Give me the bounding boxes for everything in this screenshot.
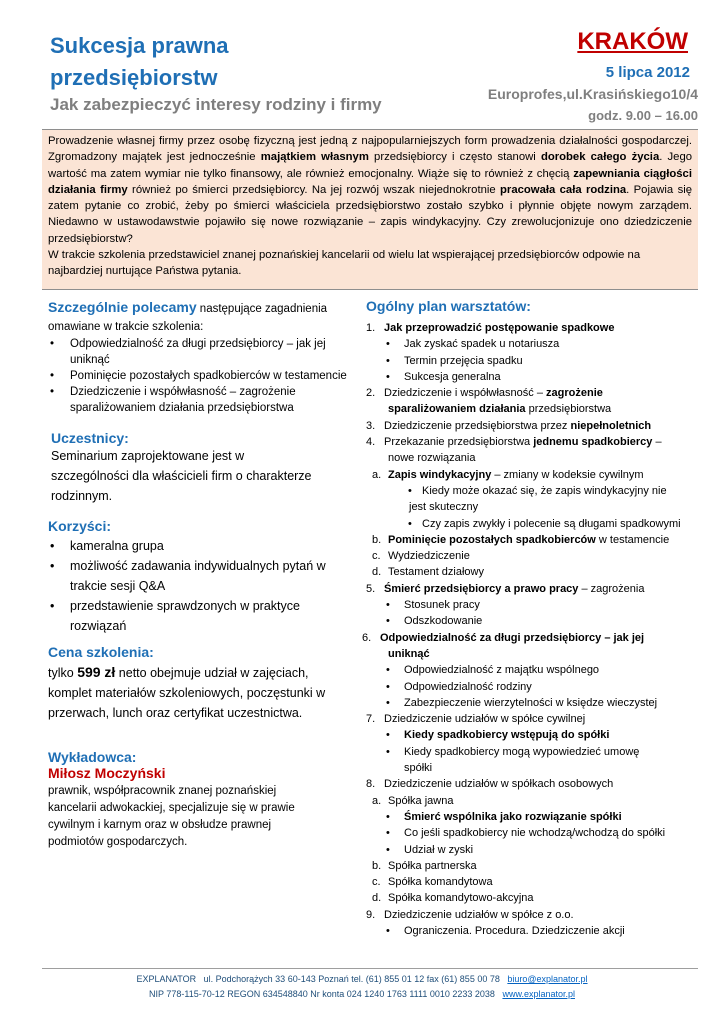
plan-item-marker: 5. [366,582,376,595]
right-column [362,298,702,939]
plan-item-marker: • [386,370,390,383]
event-city: KRAKÓW [577,28,688,55]
plan-item-text: Śmierć wspólnika jako rozwiązanie spółki [404,810,622,823]
plan-item-text: Termin przejęcia spadku [404,354,523,367]
recommend-list [48,336,348,416]
list-item: • przedstawienie sprawdzonych w praktyce rozwiązań [48,596,348,636]
plan-item-text: Wydziedziczenie [388,550,470,563]
plan-item [362,890,702,906]
title-line-1: Sukcesja prawna [50,33,229,58]
plan-item-marker: 2. [366,387,376,400]
list-item: • Dziedziczenie i współwłasność – zagrożenie sparaliżowaniem działania przedsiębiorstwa [48,384,348,416]
plan-item [362,418,702,434]
plan-item-marker: • [386,354,390,367]
document-subtitle: Jak zabezpieczyć interesy rodziny i firmy [50,95,382,114]
title-line-2: przedsiębiorstw [50,65,218,90]
plan-item-text: Spółka komandytowa [388,876,493,889]
plan-list [362,320,702,939]
plan-item-text: Kiedy może okazać się, że zapis windykacyjny nie [422,484,667,497]
price-suffix: netto obejmuje udział w zajęciach, komplet materiałów szkoleniowych, poczęstunki w przerwach, lunch oraz certyfikat uczestnictwa. [48,666,326,720]
footer-company: EXPLANATOR [136,974,197,984]
plan-item-text: nowe rozwiązania [388,452,476,465]
plan-item-marker: 7. [366,713,376,726]
plan-item-text: Odszkodowanie [404,615,483,628]
participants-text: Seminarium zaprojektowane jest w szczególności dla właścicieli firm o charakterze rodzinnym. [51,449,312,503]
plan-item [362,532,702,548]
plan-item-text: – zagrożenia [578,582,645,595]
plan-item-text: Udział w zyski [404,843,474,856]
plan-item [362,548,702,564]
intro-bold: pracowała cała rodzina [500,183,627,196]
plan-item [362,727,702,743]
header [0,0,724,128]
list-item: • kameralna grupa [48,536,348,556]
price-heading: Cena szkolenia: [48,644,154,660]
plan-item-text: Spółka komandytowo-akcyjna [388,892,534,905]
plan-item-marker: • [386,729,390,742]
plan-item [362,401,702,417]
recommend-intro: następujące zagadnienia omawiane w trakcie szkolenia: [48,303,328,333]
plan-item-marker: 3. [366,419,376,432]
participants-section [48,430,348,506]
plan-item-text: Jak przeprowadzić postępowanie spadkowe [384,322,615,334]
plan-item-marker: d. [372,566,382,579]
plan-item-marker: • [386,599,390,612]
plan-item [362,336,702,352]
plan-item-marker: • [386,827,390,840]
plan-item-text: Odpowiedzialność rodziny [404,680,532,693]
plan-item-marker: 1. [366,322,376,334]
footer-website-link[interactable]: www.explanator.pl [502,989,575,999]
plan-item-marker: • [386,680,390,693]
plan-item [362,320,702,336]
plan-item-text: Zabezpieczenie wierzytelności w księdze wieczystej [404,696,658,709]
plan-item-marker: • [386,338,390,351]
price-section [48,644,348,723]
plan-item-text: Testament działowy [388,566,484,579]
event-hours: godz. 9.00 – 16.00 [588,108,698,123]
plan-item-text: Ograniczenia. Procedura. Dziedziczenie akcji [404,924,625,937]
benefits-list [48,536,348,636]
plan-item [362,695,702,711]
footer-ids: NIP 778-115-70-12 REGON 634548840 Nr konta 024 1240 1763 1111 0010 2233 2038 [149,989,495,999]
plan-item [362,793,702,809]
plan-item-marker: • [386,843,390,856]
plan-item [362,516,702,532]
plan-item [362,776,702,792]
plan-item-bold-text: niepełnoletnich [570,419,652,432]
left-column [48,298,348,851]
plan-item-text: Sukcesja generalna [404,370,501,383]
price-amount: 599 zł [77,664,116,680]
intro-text: przedsiębiorcy i często stanowi [368,151,541,164]
intro-bold: dorobek całego życia [540,151,660,164]
plan-item-text: Przekazanie przedsiębiorstwa [384,436,534,449]
event-date: 5 lipca 2012 [605,64,690,81]
plan-item-bold-text: Śmierć przedsiębiorcy a prawo pracy [384,582,579,595]
plan-item [362,630,702,646]
intro-text: Prowadzenie własnej firmy przez osobę fizyczną jest jedną z najpopularniejszych form prowadzenia działalności gospodarczej. Zgromadzony majątek jest jednocześnie [48,135,692,164]
plan-item-text: Co jeśli spadkobiercy nie wchodzą/wchodzą do spółki [404,827,666,840]
plan-item [362,646,702,662]
plan-item-marker: d. [372,892,382,905]
plan-item [362,353,702,369]
plan-item-text: Kiedy spadkobiercy mogą wypowiedzieć umowę [404,745,640,758]
list-item: • możliwość zadawania indywidualnych pytań w trakcie sesji Q&A [48,556,348,596]
plan-item [362,369,702,385]
plan-item-text: Spółka jawna [388,794,454,807]
document-title [50,30,350,94]
lecturer-section [48,749,348,851]
plan-heading: Ogólny plan warsztatów: [366,298,531,314]
plan-item-marker: • [408,484,412,497]
plan-item-bold-text: Pominięcie pozostałych spadkobierców [388,533,596,546]
plan-item-marker: b. [372,859,382,872]
plan-item-marker: a. [372,468,382,481]
plan-item-marker: c. [372,876,381,889]
plan-item [362,385,702,401]
plan-item [362,662,702,678]
plan-item-bold-text: sparaliżowaniem działania [388,403,526,416]
plan-item-text: Spółka partnerska [388,859,477,872]
price-text [48,662,346,723]
plan-item-marker: • [386,810,390,823]
plan-item [362,923,702,939]
plan-item [362,597,702,613]
plan-item [362,842,702,858]
plan-item-text: Czy zapis zwykły i polecenie są długami spadkowymi [422,517,681,530]
intro-text: . Pojawia się zatem pytanie co zrobić, żeby po śmierci właściciela przedsiębiorstwo zostało szybko i płynnie objęte nowym zarządem. Niedawno w ustawodawstwie pojawiło się nowe rozwiązanie – zapis windykacyjny. Czy zrewolucjonizuje ono dziedziczenie przedsiębiorstw? [48,183,693,245]
plan-item-text: – [652,436,662,449]
plan-item-text: Dziedziczenie udziałów w spółkach osobowych [384,778,614,791]
plan-item-marker: b. [372,533,382,546]
plan-item [362,874,702,890]
plan-item-text: Dziedziczenie udziałów w spółce cywilnej [384,713,586,726]
plan-item [362,483,702,499]
price-prefix: tylko [48,666,78,680]
plan-item-marker: 8. [366,778,376,791]
list-item: • Odpowiedzialność za długi przedsiębiorcy – jak jej uniknąć [48,336,348,368]
plan-item [362,450,702,466]
plan-item-text: uniknąć [388,647,430,660]
intro-bold: majątkiem własnym [260,151,369,164]
lecturer-heading: Wykładowca: [48,749,137,765]
plan-item-marker: 4. [366,436,376,449]
benefits-section [48,518,348,636]
plan-item [362,858,702,874]
plan-item-bold-text: zagrożenie [546,387,603,400]
footer-email-link[interactable]: biuro@explanator.pl [507,974,588,984]
plan-item [362,679,702,695]
plan-item [362,907,702,923]
footer-divider [42,968,698,969]
lecturer-bio: prawnik, współpracownik znanej poznańskiej kancelarii adwokackiej, specjalizuje się w prawie cywilnym i karnym oraz w obsłudze prawnej podmiotów gospodarczych. [48,785,295,848]
plan-item-bold-text: jednemu spadkobiercy [533,436,653,449]
plan-item [362,711,702,727]
plan-item [362,825,702,841]
plan-item-text: Kiedy spadkobiercy wstępują do spółki [404,729,610,742]
benefits-heading: Korzyści: [48,518,112,534]
intro-box [42,129,698,290]
plan-item-marker: • [386,696,390,709]
plan-item [362,581,702,597]
plan-item [362,760,702,776]
plan-item-marker: • [386,615,390,628]
plan-item-marker: • [408,517,412,530]
plan-item-text: Jak zyskać spadek u notariusza [404,338,560,351]
intro-paragraph-1 [48,133,692,247]
plan-item [362,809,702,825]
plan-item-text: Dziedziczenie przedsiębiorstwa przez [384,419,571,432]
plan-item [362,613,702,629]
plan-item-text: Dziedziczenie udziałów w spółce z o.o. [384,908,574,921]
plan-item-marker: • [386,664,390,677]
plan-item-text: spółki [404,762,433,775]
participants-heading: Uczestnicy: [51,430,129,446]
intro-paragraph-2: W trakcie szkolenia przedstawiciel znanej poznańskiej kancelarii od wielu lat wspierającej przedsiębiorców odpowie na najbardziej nurtujące Państwa pytania. [48,249,641,278]
plan-item-marker: 6. [362,631,372,644]
list-item: • Pominięcie pozostałych spadkobierców w testamencie [48,368,348,384]
plan-item-text: jest skuteczny [409,501,479,514]
plan-item-marker: • [386,745,390,758]
event-place: Europrofes,ul.Krasińskiego10/4 [487,86,698,102]
plan-item-text: Odpowiedzialność za długi przedsiębiorcy – jak jej [380,631,645,644]
plan-item-text: Odpowiedzialność z majątku wspólnego [404,664,600,677]
footer-line-1 [0,974,724,984]
recommend-section [48,298,348,416]
intro-bold: zapewniania ciągłości działania firmy [48,167,692,196]
footer-address: ul. Podchorążych 33 60-143 Poznań tel. (61) 855 01 12 fax (61) 855 00 78 [203,974,500,984]
plan-item [362,434,702,450]
plan-item [362,564,702,580]
plan-item-marker: c. [372,550,381,563]
plan-item-marker: • [386,924,390,937]
plan-item-marker: 9. [366,908,376,921]
lecturer-name: Miłosz Moczyński [48,765,166,781]
plan-item-text: Dziedziczenie i współwłasność – [384,387,547,400]
plan-item [362,467,702,483]
plan-item-text: przedsiębiorstwa [525,403,612,416]
plan-item-text: Stosunek pracy [404,599,480,612]
plan-item-text: – zmiany w kodeksie cywilnym [491,468,644,481]
plan-item-text: w testamencie [595,533,670,546]
intro-text: . Jego wartość ma zatem wymiar nie tylko finansowy, ale również emocjonalny. Wiąże się to również z chęcią [48,151,693,180]
footer-line-2 [0,989,724,999]
plan-item-bold-text: Zapis windykacyjny [388,468,492,481]
recommend-heading: Szczególnie polecamy [48,299,197,315]
plan-item [362,744,702,760]
plan-item-marker: a. [372,794,382,807]
intro-text: również po śmierci przedsiębiorcy. Na jej rozwój wszak niejednokrotnie [127,183,501,196]
plan-item [362,499,702,515]
